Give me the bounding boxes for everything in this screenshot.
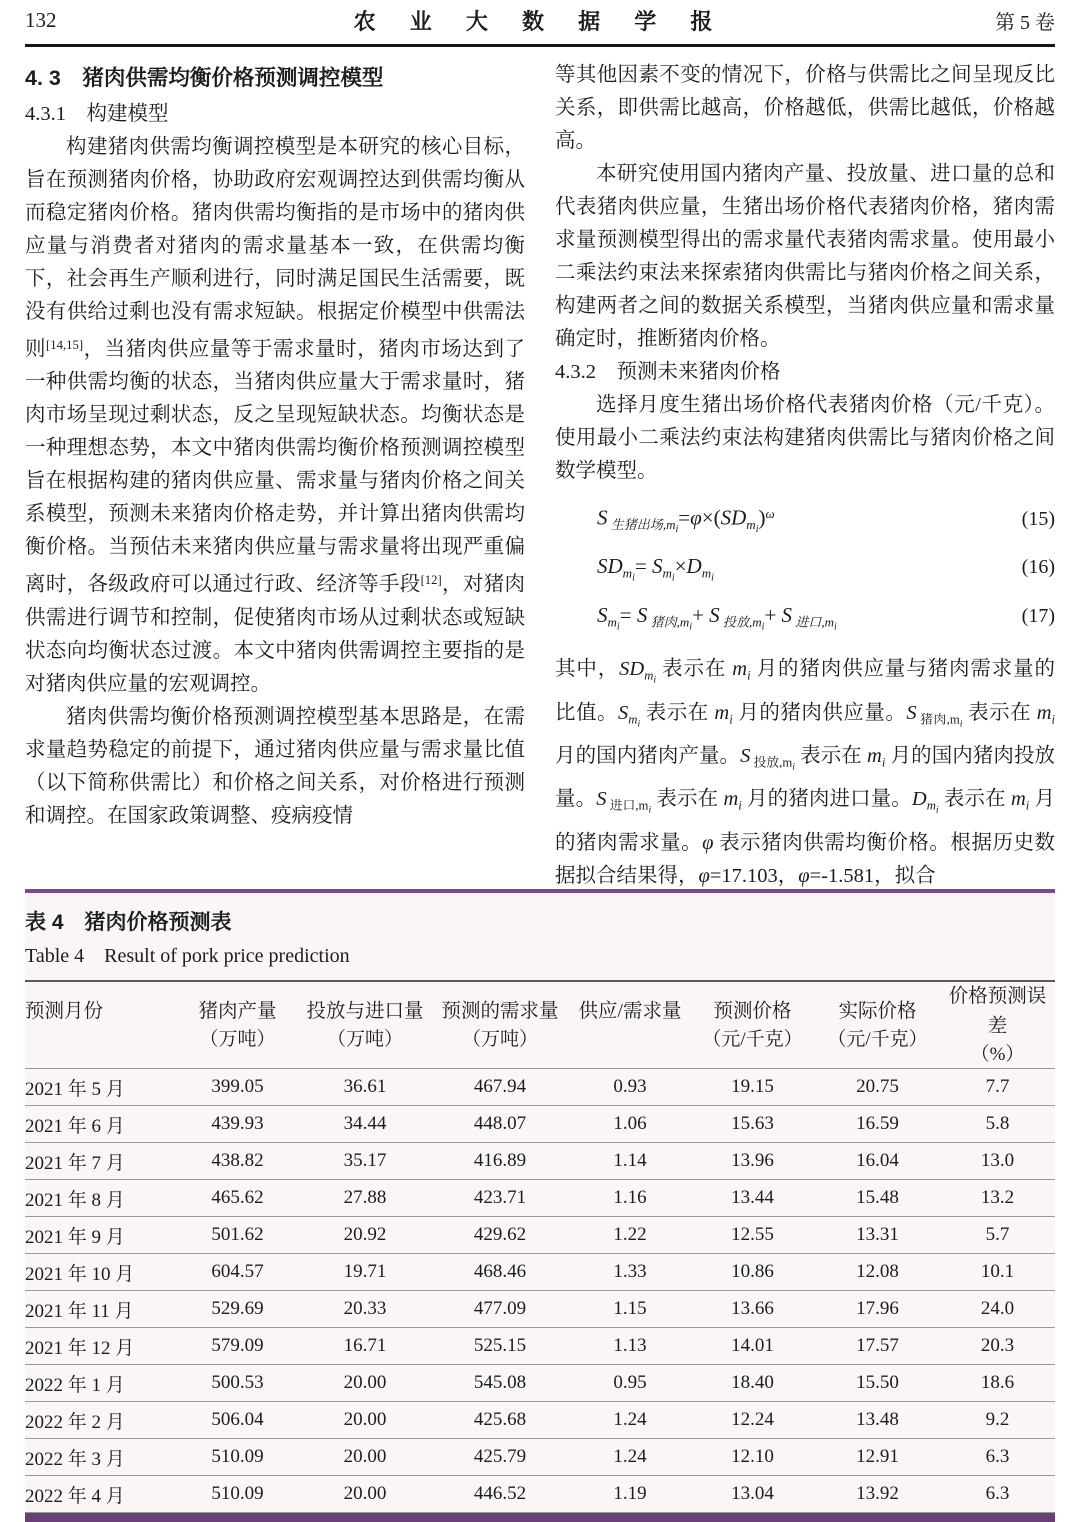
formula-17-expression bbox=[597, 597, 837, 646]
text-segment: m bbox=[1010, 788, 1026, 811]
text-segment: m bbox=[732, 658, 748, 681]
text-segment: 猪肉,m bbox=[916, 711, 960, 726]
column-header-7 bbox=[815, 981, 940, 1069]
text-segment: 表示在 bbox=[640, 701, 715, 724]
text-segment: φ bbox=[702, 831, 714, 854]
text-segment: [12] bbox=[420, 573, 442, 588]
text-segment: 月的猪肉需求量。 bbox=[555, 788, 1055, 854]
cell-value: 12.24 bbox=[731, 1409, 774, 1430]
text-segment: 表示在 bbox=[651, 788, 724, 811]
cell-value: 467.94 bbox=[473, 1076, 527, 1097]
cell-month: 2021 年 5 月 bbox=[25, 1078, 125, 1100]
text-segment: i bbox=[881, 755, 886, 770]
text-segment: i bbox=[738, 798, 742, 813]
page-number: 132 bbox=[25, 7, 57, 32]
cell-value: 34.44 bbox=[343, 1113, 387, 1134]
text-columns bbox=[25, 47, 1055, 889]
cell-value: 13.0 bbox=[980, 1150, 1015, 1171]
text-segment: SD bbox=[597, 554, 623, 579]
text-segment: S bbox=[597, 505, 608, 530]
table-row bbox=[25, 1291, 1055, 1328]
text-segment: 猪肉,m bbox=[647, 614, 690, 630]
column-unit: （万吨） bbox=[461, 1029, 538, 1050]
table-row bbox=[25, 1439, 1055, 1476]
column-label: 预测月份 bbox=[25, 1001, 104, 1022]
cell-value: 604.57 bbox=[211, 1261, 264, 1282]
text-segment: 月的猪肉供应量。 bbox=[732, 701, 907, 724]
cell-month: 2022 年 1 月 bbox=[25, 1374, 125, 1396]
formula-15-expression bbox=[597, 496, 775, 548]
column-label: 预测价格 bbox=[713, 1001, 792, 1022]
cell-value: 579.09 bbox=[211, 1335, 264, 1356]
text-segment: m bbox=[723, 788, 739, 811]
text-segment: + bbox=[764, 602, 782, 627]
cell-value: 20.3 bbox=[980, 1335, 1015, 1356]
subsection-heading-4-3-2: 4.3.2 预测未来猪肉价格 bbox=[555, 361, 781, 383]
text-segment: 进口,m bbox=[792, 614, 834, 630]
cell-value: 510.09 bbox=[211, 1483, 264, 1504]
table-row bbox=[25, 1106, 1055, 1143]
text-segment: i bbox=[747, 668, 751, 683]
cell-value: 1.24 bbox=[613, 1446, 647, 1467]
text-segment: i bbox=[833, 621, 837, 633]
text-segment: i bbox=[1025, 798, 1030, 813]
cell-value: 16.04 bbox=[856, 1150, 899, 1171]
formula-16-expression bbox=[597, 548, 714, 597]
formula-16 bbox=[555, 548, 1055, 597]
cell-value: 20.92 bbox=[343, 1224, 387, 1245]
table-row bbox=[25, 1180, 1055, 1217]
cell-value: 6.3 bbox=[985, 1483, 1010, 1504]
cell-month: 2021 年 6 月 bbox=[25, 1115, 125, 1137]
cell-value: 501.62 bbox=[211, 1224, 264, 1245]
text-segment: ) bbox=[758, 505, 766, 530]
formula-16-number: (16) bbox=[1021, 556, 1055, 579]
cell-value: 12.08 bbox=[856, 1261, 899, 1282]
column-label: 实际价格 bbox=[838, 1001, 917, 1022]
text-segment: [14,15] bbox=[46, 338, 84, 352]
text-segment: φ bbox=[798, 864, 810, 887]
table-row bbox=[25, 1069, 1055, 1106]
cell-value: 425.79 bbox=[473, 1446, 527, 1467]
cell-value: 20.33 bbox=[343, 1298, 387, 1319]
text-segment: 构建猪肉供需均衡调控模型是本研究的核心目标，旨在预测猪肉价格，协助政府宏观调控达到供需均衡从而稳定猪肉价格。猪肉供需均衡指的是市场中的猪肉供应量与消费者对猪肉的需求量基本一致，在供需均衡下，社会再生产顺利进行，同时满足国民生活需要，既没有供给过剩也没有需求短缺。根据定价模型中供需法则 bbox=[25, 136, 525, 361]
cell-value: 20.00 bbox=[343, 1372, 387, 1393]
text-segment: i bbox=[792, 761, 795, 773]
column-unit bbox=[25, 1027, 175, 1053]
left-column bbox=[25, 59, 525, 889]
formula-15 bbox=[555, 496, 1055, 548]
text-segment: SD bbox=[720, 505, 747, 530]
cell-value: 10.86 bbox=[731, 1261, 774, 1282]
cell-value: 20.00 bbox=[343, 1446, 387, 1467]
cell-month: 2021 年 12 月 bbox=[25, 1337, 135, 1359]
text-segment: m bbox=[867, 744, 882, 767]
column-label: 预测的需求量 bbox=[441, 1001, 559, 1022]
cell-value: 12.91 bbox=[856, 1446, 899, 1467]
formula-17-number: (17) bbox=[1021, 604, 1055, 627]
text-segment: 投放,m bbox=[750, 755, 793, 770]
text-segment: S bbox=[906, 701, 917, 724]
text-segment: i bbox=[1051, 711, 1055, 726]
cell-value: 18.6 bbox=[980, 1372, 1015, 1393]
text-segment: i bbox=[935, 804, 939, 816]
paragraph-data-sources: 本研究使用国内猪肉产量、投放量、进口量的总和代表猪肉供应量，生猪出场价格代表猪肉价格，猪肉需求量预测模型得出的需求量代表猪肉需求量。使用最小二乘法约束法来探索猪肉供需比与猪肉价格之间关系，构建两者之间的数据关系模型，当猪肉供应量和需求量确定时，推断猪肉价格。 bbox=[555, 163, 1055, 350]
formula-15-number: (15) bbox=[1021, 507, 1055, 530]
text-segment: 月的国内猪肉产量。 bbox=[555, 744, 741, 767]
table-header-row bbox=[25, 981, 1055, 1069]
text-segment: 表示在 bbox=[656, 658, 733, 681]
cell-value: 16.71 bbox=[343, 1335, 387, 1356]
cell-value: 1.13 bbox=[613, 1335, 647, 1356]
text-segment: i bbox=[729, 711, 733, 726]
cell-value: 425.68 bbox=[473, 1409, 527, 1430]
cell-value: 15.50 bbox=[856, 1372, 899, 1393]
column-header-2 bbox=[175, 981, 300, 1069]
column-unit: （万吨） bbox=[199, 1029, 276, 1050]
text-segment: S bbox=[709, 602, 720, 627]
text-segment: i bbox=[632, 572, 635, 584]
cell-value: 0.95 bbox=[613, 1372, 647, 1393]
formula-block bbox=[555, 496, 1055, 645]
text-segment: S bbox=[781, 602, 793, 627]
table-row bbox=[25, 1402, 1055, 1439]
text-segment: i bbox=[637, 717, 641, 729]
column-unit: （万吨） bbox=[326, 1029, 403, 1050]
cell-value: 35.17 bbox=[343, 1150, 387, 1171]
column-header-4 bbox=[430, 981, 570, 1069]
cell-month: 2022 年 4 月 bbox=[25, 1485, 125, 1507]
cell-value: 1.24 bbox=[613, 1409, 647, 1430]
cell-value: 506.04 bbox=[211, 1409, 264, 1430]
text-segment: i bbox=[711, 572, 714, 584]
cell-value: 15.48 bbox=[856, 1187, 899, 1208]
table-section bbox=[25, 889, 1055, 1522]
text-segment: φ bbox=[690, 505, 702, 530]
cell-value: 14.01 bbox=[731, 1335, 774, 1356]
column-label: 供应/需求量 bbox=[578, 1001, 682, 1022]
table-row bbox=[25, 1328, 1055, 1365]
cell-value: 16.59 bbox=[856, 1113, 899, 1134]
text-segment: =17.103， bbox=[709, 864, 799, 887]
cell-value: 19.71 bbox=[343, 1261, 387, 1282]
cell-month: 2021 年 9 月 bbox=[25, 1226, 125, 1248]
column-unit: （%） bbox=[970, 1044, 1025, 1065]
text-segment: 生猪出场,m bbox=[607, 517, 676, 533]
column-label: 价格预测误差 bbox=[948, 986, 1047, 1037]
text-segment: S bbox=[740, 744, 751, 767]
cell-value: 17.57 bbox=[856, 1335, 899, 1356]
cell-value: 6.3 bbox=[985, 1446, 1010, 1467]
text-segment: m bbox=[714, 701, 730, 724]
cell-value: 439.93 bbox=[211, 1113, 264, 1134]
cell-month: 2022 年 2 月 bbox=[25, 1411, 125, 1433]
column-label: 猪肉产量 bbox=[198, 1001, 277, 1022]
cell-value: 5.8 bbox=[985, 1113, 1010, 1134]
cell-value: 12.55 bbox=[731, 1224, 774, 1245]
subsection-heading-4-3-1: 4.3.1 构建模型 bbox=[25, 103, 169, 125]
text-segment: m bbox=[926, 798, 936, 813]
cell-value: 0.93 bbox=[613, 1076, 647, 1097]
text-segment: i bbox=[616, 621, 620, 633]
cell-month: 2021 年 7 月 bbox=[25, 1152, 125, 1174]
text-segment: m bbox=[1036, 701, 1052, 724]
table-title-zh: 表 4 猪肉价格预测表 bbox=[25, 911, 232, 934]
cell-month: 2021 年 8 月 bbox=[25, 1189, 125, 1211]
cell-value: 423.71 bbox=[473, 1187, 527, 1208]
table-header bbox=[25, 981, 1055, 1069]
column-header-6 bbox=[690, 981, 815, 1069]
cell-value: 13.96 bbox=[731, 1150, 774, 1171]
text-segment: S bbox=[618, 701, 629, 724]
column-header-3 bbox=[300, 981, 430, 1069]
text-segment: φ bbox=[698, 864, 710, 887]
paragraph-basic-idea: 猪肉供需均衡价格预测调控模型基本思路是，在需求量趋势稳定的前提下，通过猪肉供应量与需求量比值（以下简称供需比）和价格之间关系，对价格进行预测和调控。在国家政策调整、疫病疫情 bbox=[25, 705, 525, 827]
cell-value: 429.62 bbox=[473, 1224, 527, 1245]
cell-value: 20.00 bbox=[343, 1409, 387, 1430]
cell-value: 468.46 bbox=[473, 1261, 527, 1282]
table-row bbox=[25, 1365, 1055, 1402]
cell-value: 15.63 bbox=[731, 1113, 774, 1134]
cell-value: 9.2 bbox=[985, 1409, 1010, 1430]
text-segment: i bbox=[671, 572, 675, 584]
running-head bbox=[25, 0, 1055, 47]
text-segment: = bbox=[619, 602, 637, 627]
text-segment: 月的国内猪肉投放量。 bbox=[555, 744, 1055, 811]
cell-value: 399.05 bbox=[211, 1076, 264, 1097]
text-segment: i bbox=[755, 524, 759, 536]
text-segment: ×( bbox=[701, 505, 721, 530]
text-segment: × bbox=[674, 554, 687, 579]
cell-value: 18.40 bbox=[731, 1372, 774, 1393]
cell-value: 13.2 bbox=[980, 1187, 1015, 1208]
cell-value: 7.7 bbox=[985, 1076, 1010, 1097]
cell-value: 13.31 bbox=[856, 1224, 899, 1245]
cell-value: 1.33 bbox=[613, 1261, 647, 1282]
cell-value: 1.19 bbox=[613, 1483, 647, 1504]
column-unit: （元/千克） bbox=[827, 1029, 928, 1050]
table-row bbox=[25, 1217, 1055, 1254]
text-segment: ，对猪肉供需进行调节和控制，促使猪肉市场从过剩状态或短缺状态向均衡状态过渡。本文中猪肉供需调控主要指的是对猪肉供应量的宏观调控。 bbox=[25, 573, 525, 695]
text-segment: i bbox=[675, 524, 679, 536]
cell-value: 13.66 bbox=[731, 1298, 774, 1319]
table-title-en: Table 4 Result of pork price prediction bbox=[25, 945, 350, 967]
cell-value: 500.53 bbox=[211, 1372, 264, 1393]
cell-value: 5.7 bbox=[985, 1224, 1010, 1245]
cell-value: 477.09 bbox=[473, 1298, 527, 1319]
column-header-5 bbox=[570, 981, 690, 1069]
text-segment: D bbox=[911, 788, 927, 811]
cell-value: 13.92 bbox=[856, 1483, 899, 1504]
text-segment: =-1.581，拟合 bbox=[809, 864, 936, 887]
cell-value: 510.09 bbox=[211, 1446, 264, 1467]
text-segment: m bbox=[628, 711, 638, 726]
cell-value: 27.88 bbox=[343, 1187, 387, 1208]
cell-value: 12.10 bbox=[731, 1446, 774, 1467]
text-segment: 表示在 bbox=[962, 701, 1037, 724]
text-segment: = bbox=[634, 554, 652, 579]
text-segment: i bbox=[689, 621, 693, 633]
paragraph-price-selection: 选择月度生猪出场价格代表猪肉价格（元/千克）。使用最小二乘法约束法构建猪肉供需比与猪肉价格之间数学模型。 bbox=[555, 394, 1055, 482]
table-row bbox=[25, 1476, 1055, 1513]
text-segment: i bbox=[959, 717, 963, 729]
cell-value: 20.00 bbox=[343, 1483, 387, 1504]
cell-value: 438.82 bbox=[211, 1150, 264, 1171]
text-segment: m bbox=[746, 517, 756, 533]
text-segment: m bbox=[662, 565, 672, 581]
table-row bbox=[25, 1254, 1055, 1291]
text-segment: S bbox=[636, 602, 648, 627]
cell-value: 448.07 bbox=[473, 1113, 527, 1134]
cell-value: 529.69 bbox=[211, 1298, 264, 1319]
text-segment: i bbox=[761, 621, 765, 633]
paragraph-basic-idea-continued: 等其他因素不变的情况下，价格与供需比之间呈现反比关系，即供需比越高，价格越低，供需比越低，价格越高。 bbox=[555, 64, 1055, 152]
text-segment: i bbox=[653, 674, 657, 686]
formula-17 bbox=[555, 597, 1055, 646]
cell-value: 1.22 bbox=[613, 1224, 647, 1245]
text-segment: D bbox=[686, 554, 702, 579]
text-segment: m bbox=[607, 614, 617, 630]
text-segment: i bbox=[648, 804, 652, 816]
cell-value: 19.15 bbox=[731, 1076, 774, 1097]
text-segment: 进口,m bbox=[606, 798, 649, 813]
column-unit: （元/千克） bbox=[702, 1029, 803, 1050]
cell-value: 1.06 bbox=[613, 1113, 647, 1134]
text-segment: m bbox=[701, 565, 712, 581]
cell-month: 2021 年 11 月 bbox=[25, 1300, 134, 1322]
cell-value: 1.15 bbox=[613, 1298, 647, 1319]
cell-value: 24.0 bbox=[980, 1298, 1015, 1319]
column-header-1 bbox=[25, 981, 175, 1069]
paragraph-model-construction bbox=[25, 131, 525, 701]
cell-value: 1.14 bbox=[613, 1150, 647, 1171]
text-segment: + bbox=[692, 602, 710, 627]
text-segment: ω bbox=[765, 506, 775, 521]
cell-month: 2021 年 10 月 bbox=[25, 1263, 135, 1285]
cell-value: 20.75 bbox=[856, 1076, 899, 1097]
table-body bbox=[25, 1069, 1055, 1513]
cell-value: 13.44 bbox=[731, 1187, 774, 1208]
pork-price-table bbox=[25, 980, 1055, 1513]
text-segment: 月的猪肉进口量。 bbox=[741, 788, 912, 811]
section-heading-4-3: 4. 3 猪肉供需均衡价格预测调控模型 bbox=[25, 66, 384, 90]
cell-value: 525.15 bbox=[473, 1335, 527, 1356]
text-segment: 表示在 bbox=[938, 788, 1011, 811]
cell-value: 545.08 bbox=[473, 1372, 527, 1393]
text-segment: S bbox=[596, 788, 607, 811]
text-segment: 表示猪肉供需均衡价格。根据历史数据拟合结果得， bbox=[555, 831, 1055, 887]
text-segment: 表示在 bbox=[794, 744, 868, 767]
cell-value: 10.1 bbox=[980, 1261, 1015, 1282]
text-segment: m bbox=[644, 668, 654, 683]
cell-month: 2022 年 3 月 bbox=[25, 1448, 125, 1470]
cell-value: 1.16 bbox=[613, 1187, 647, 1208]
text-segment: ，当猪肉供应量等于需求量时，猪肉市场达到了一种供需均衡的状态，当猪肉供应量大于需求量时，猪肉市场呈现过剩状态，反之呈现短缺状态。均衡状态是一种理想态势，本文中猪肉供需均衡价格预测调控模型旨在根据构建的猪肉供应量、需求量与猪肉价格之间关系模型，预测未来猪肉价格走势，并计算出猪肉供需均衡价格。当预估未来猪肉供应量与需求量将出现严重偏离时，各级政府可以通过行政、经济等手段 bbox=[25, 338, 525, 596]
text-segment: S bbox=[597, 602, 608, 627]
column-header-8 bbox=[940, 981, 1055, 1069]
cell-value: 13.48 bbox=[856, 1409, 899, 1430]
column-unit bbox=[570, 1027, 690, 1053]
table-row bbox=[25, 1143, 1055, 1180]
text-segment: = bbox=[678, 505, 691, 530]
paragraph-variable-definitions bbox=[555, 653, 1055, 889]
column-label: 投放与进口量 bbox=[306, 1001, 424, 1022]
text-segment: 月的猪肉供应量与猪肉需求量的比值。 bbox=[555, 658, 1055, 724]
text-segment: SD bbox=[619, 658, 645, 681]
volume-label: 第 5 卷 bbox=[995, 11, 1055, 34]
cell-value: 446.52 bbox=[473, 1483, 527, 1504]
text-segment: 其中， bbox=[555, 658, 620, 681]
cell-value: 465.62 bbox=[211, 1187, 264, 1208]
text-segment: 投放,m bbox=[719, 614, 762, 630]
cell-value: 416.89 bbox=[473, 1150, 527, 1171]
text-segment: m bbox=[622, 565, 633, 581]
cell-value: 13.04 bbox=[731, 1483, 774, 1504]
cell-value: 36.61 bbox=[343, 1076, 387, 1097]
right-column bbox=[555, 59, 1055, 889]
text-segment: S bbox=[651, 554, 663, 579]
journal-title: 农 业 大 数 据 学 报 bbox=[353, 8, 727, 34]
cell-value: 17.96 bbox=[856, 1298, 899, 1319]
